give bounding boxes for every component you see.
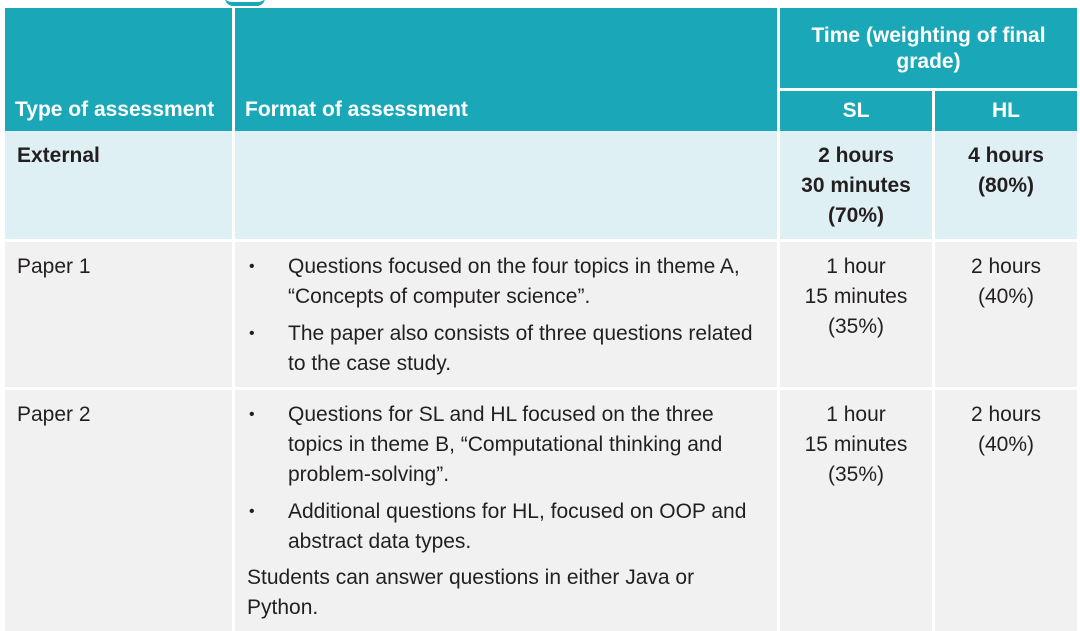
assessment-table [5,8,1077,631]
header-type: Type of assessment [5,8,235,131]
row-sl-time [780,242,935,390]
header-format: Format of assessment [235,8,780,131]
time-line: 1 hour [826,403,886,426]
row-type: Paper 1 [5,242,235,390]
row-paper-1 [5,242,1077,390]
bullet-list [247,400,767,557]
time-line: 30 minutes [801,174,911,197]
bullet-icon: • [249,503,255,520]
row-type: Paper 2 [5,390,235,631]
language-note: Students can answer questions in either Java or Python. [247,566,695,619]
bullet-icon: • [249,258,255,275]
row-sl-time [780,390,935,631]
cut-off-heading-fragment [225,0,265,6]
time-line: 4 hours [968,144,1044,167]
row-sl-time [780,131,935,242]
bullet-item: • Questions focused on the four topics in theme A, “Concepts of computer science”. [247,252,767,312]
bullet-list [247,252,767,379]
time-weighting: (80%) [977,174,1035,197]
header-time: Time (weighting of final grade) [780,8,1077,91]
time-weighting: (40%) [977,285,1035,308]
row-format [235,131,780,242]
bullet-icon: • [249,325,255,342]
time-line: 2 hours [970,403,1042,426]
row-external [5,131,1077,242]
row-hl-time [935,242,1077,390]
time-line: 2 hours [970,255,1042,278]
row-format [235,242,780,390]
bullet-item: • Questions for SL and HL focused on the three topics in theme B, “Computational thinking and problem-solving”. [247,400,767,490]
time-line: 15 minutes [804,433,908,456]
time-line: 1 hour [826,255,886,278]
time-line: 2 hours [818,144,894,167]
header-hl: HL [935,91,1077,131]
time-weighting: (70%) [827,204,885,227]
time-weighting: (40%) [977,433,1035,456]
bullet-icon: • [249,406,255,423]
time-line: 15 minutes [804,285,908,308]
row-type: External [5,131,235,242]
header-sl: SL [780,91,935,131]
time-weighting: (35%) [827,463,885,486]
bullet-item: • Additional questions for HL, focused on OOP and abstract data types. [247,497,767,557]
time-weighting: (35%) [827,315,885,338]
row-paper-2 [5,390,1077,631]
row-hl-time [935,131,1077,242]
bullet-item: • The paper also consists of three questions related to the case study. [247,319,767,379]
row-format [235,390,780,631]
row-hl-time [935,390,1077,631]
